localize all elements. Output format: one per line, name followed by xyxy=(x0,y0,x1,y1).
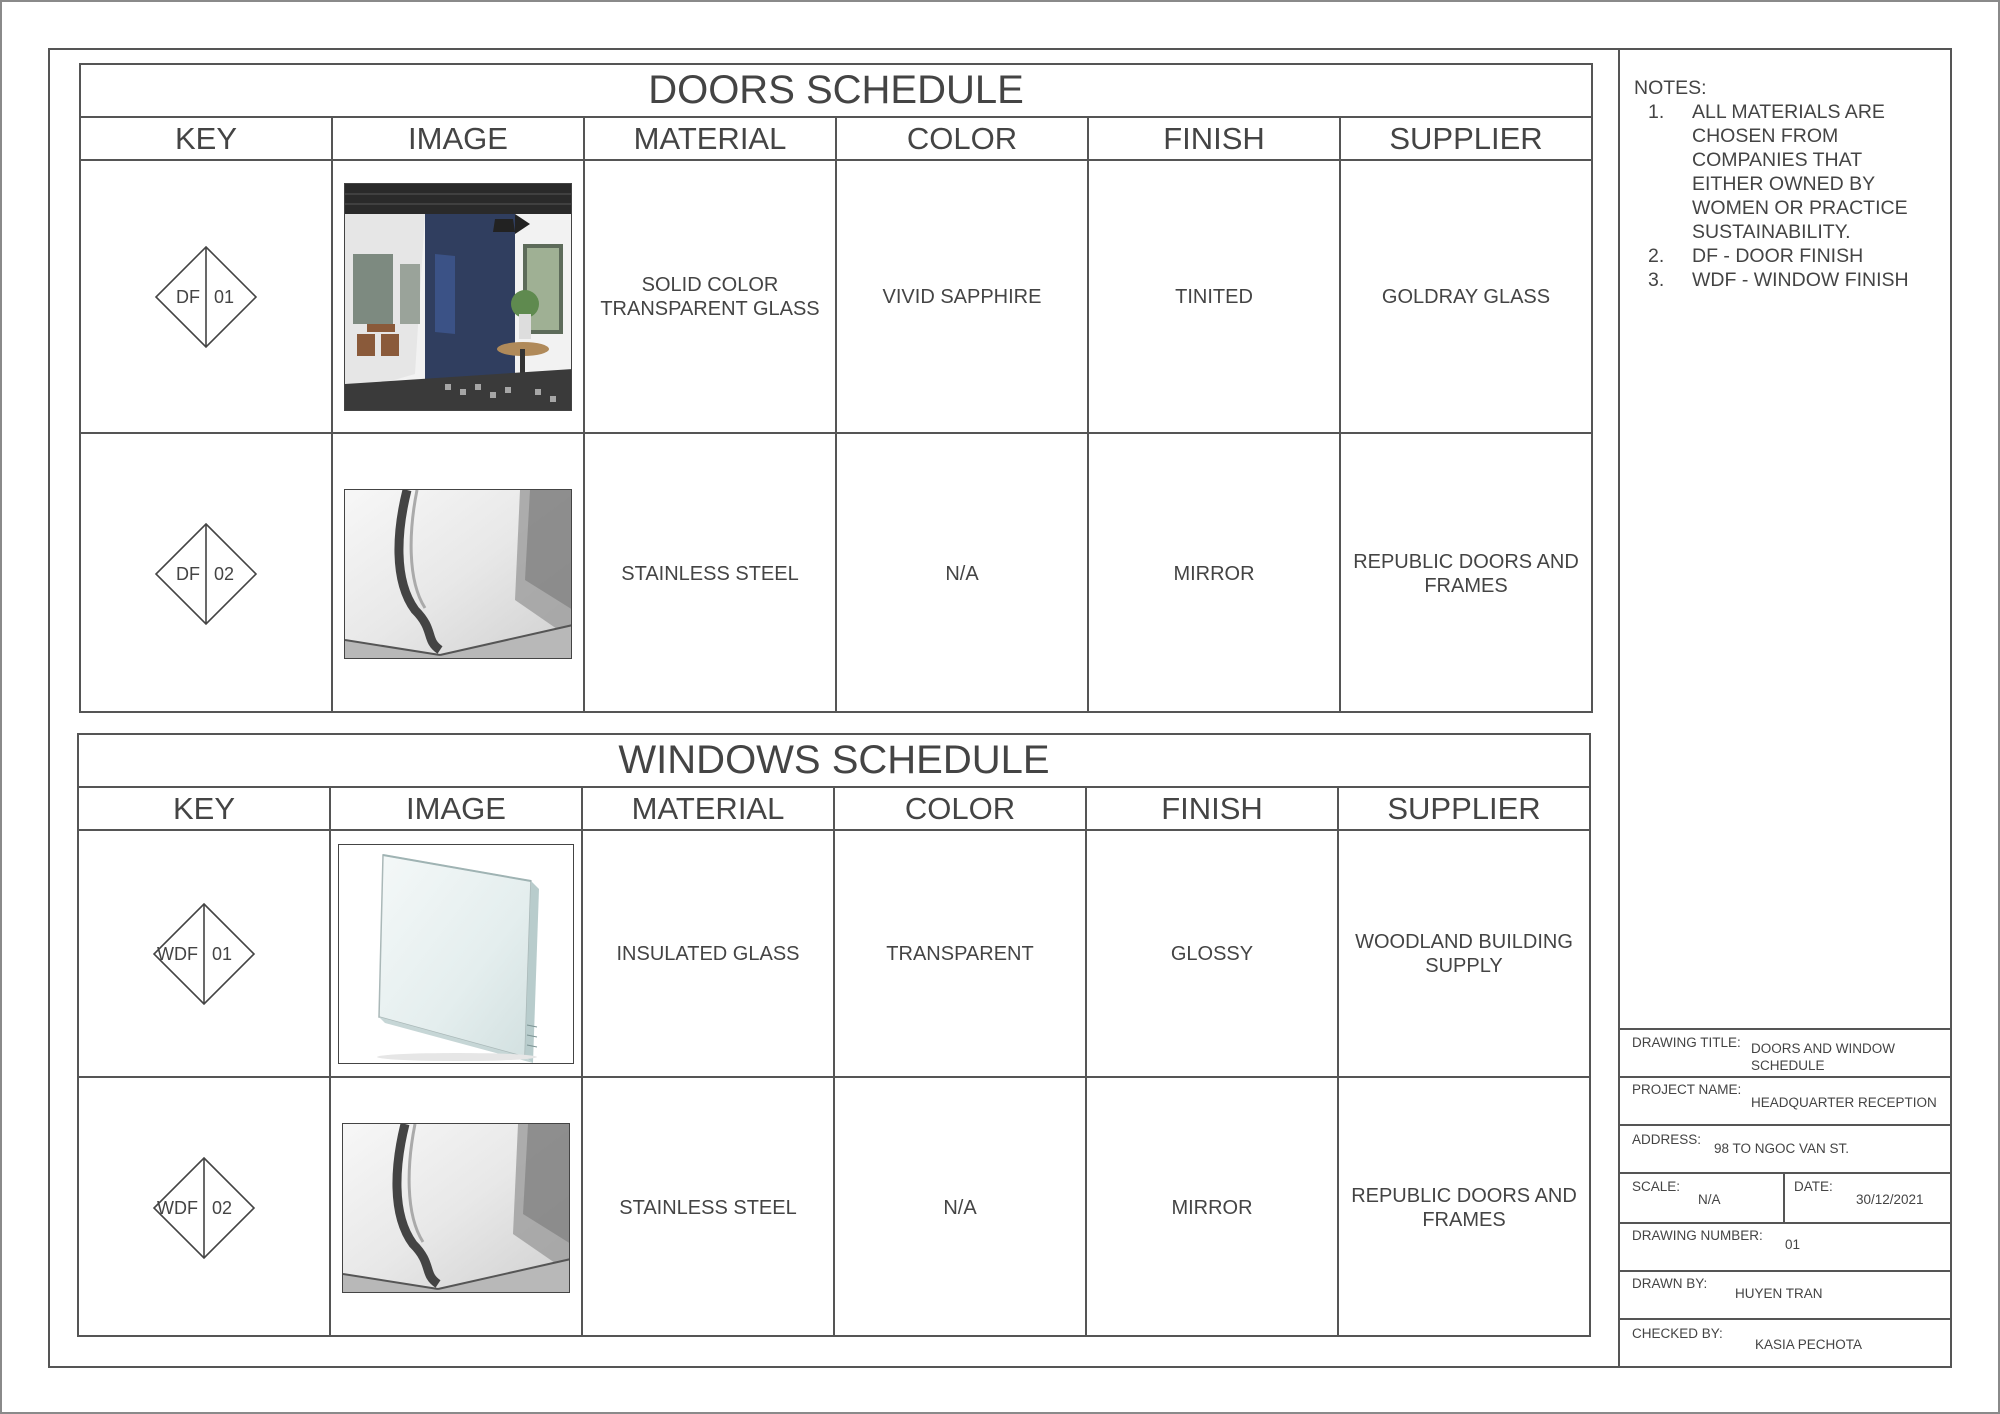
title-block-project-name xyxy=(1620,1076,1952,1124)
image-cell xyxy=(329,1078,581,1337)
key-tag-diamond xyxy=(154,245,258,349)
project-name-value: HEADQUARTER RECEPTION xyxy=(1751,1095,1937,1110)
title-block-drawing-title xyxy=(1620,1028,1952,1076)
header-material: MATERIAL xyxy=(581,788,833,829)
key-cell xyxy=(81,161,331,432)
header-image: IMAGE xyxy=(329,788,581,829)
windows-schedule-header-row xyxy=(79,788,1589,831)
finish-cell: TINITED xyxy=(1087,161,1339,432)
image-cell xyxy=(331,434,583,713)
image-cell xyxy=(329,831,581,1076)
header-color: COLOR xyxy=(833,788,1085,829)
key-cell xyxy=(79,831,329,1076)
notes-title: NOTES: xyxy=(1634,77,1707,99)
doors-schedule-table xyxy=(79,63,1593,713)
drawing-number-value: 01 xyxy=(1785,1237,1801,1252)
table-row xyxy=(79,831,1589,1076)
header-finish: FINISH xyxy=(1085,788,1337,829)
note-text: DF - DOOR FINISH xyxy=(1692,245,1864,267)
key-cell xyxy=(79,1078,329,1337)
supplier-cell: GOLDRAY GLASS xyxy=(1339,161,1591,432)
note-item xyxy=(1634,100,1934,244)
material-cell: SOLID COLOR TRANSPARENT GLASS xyxy=(583,161,835,432)
drawing-number-label: DRAWING NUMBER: xyxy=(1632,1228,1763,1243)
stainless-steel-swatch xyxy=(344,489,572,659)
title-block-checked-by xyxy=(1620,1318,1952,1368)
notes-panel xyxy=(1634,76,1934,292)
insulated-glass-pane xyxy=(338,844,574,1064)
key-prefix: DF xyxy=(176,286,200,307)
title-block-drawing-number xyxy=(1620,1222,1952,1270)
title-block-address xyxy=(1620,1124,1952,1172)
table-row xyxy=(79,1076,1589,1337)
key-tag-diamond xyxy=(154,522,258,626)
key-number: 02 xyxy=(212,1197,233,1218)
table-row xyxy=(81,432,1591,713)
supplier-cell: REPUBLIC DOORS AND FRAMES xyxy=(1337,1078,1589,1337)
key-number: 01 xyxy=(214,286,235,307)
note-number: 3. xyxy=(1648,269,1665,291)
material-cell: STAINLESS STEEL xyxy=(581,1078,833,1337)
key-prefix: WDF xyxy=(157,943,198,964)
drawing-title-line2: SCHEDULE xyxy=(1751,1058,1825,1073)
key-number: 01 xyxy=(212,943,233,964)
note-item xyxy=(1634,268,1934,292)
header-material: MATERIAL xyxy=(583,118,835,159)
supplier-cell: WOODLAND BUILDING SUPPLY xyxy=(1337,831,1589,1076)
finish-cell: GLOSSY xyxy=(1085,831,1337,1076)
title-block-drawn-by xyxy=(1620,1270,1952,1318)
color-cell: N/A xyxy=(833,1078,1085,1337)
image-cell xyxy=(331,161,583,432)
checked-by-label: CHECKED BY: xyxy=(1632,1326,1723,1341)
date-value: 30/12/2021 xyxy=(1856,1192,1924,1207)
color-cell: VIVID SAPPHIRE xyxy=(835,161,1087,432)
key-prefix: DF xyxy=(176,563,200,584)
address-value: 98 TO NGOC VAN ST. xyxy=(1714,1141,1850,1156)
finish-cell: MIRROR xyxy=(1085,1078,1337,1337)
date-label: DATE: xyxy=(1794,1179,1833,1194)
material-cell: STAINLESS STEEL xyxy=(583,434,835,713)
table-row xyxy=(81,161,1591,432)
key-cell xyxy=(81,434,331,713)
material-cell: INSULATED GLASS xyxy=(581,831,833,1076)
blue-glass-office-photo xyxy=(344,183,572,411)
note-item xyxy=(1634,244,1934,268)
color-cell: TRANSPARENT xyxy=(833,831,1085,1076)
drawing-title-label: DRAWING TITLE: xyxy=(1632,1035,1741,1050)
header-color: COLOR xyxy=(835,118,1087,159)
doors-schedule-title: DOORS SCHEDULE xyxy=(81,65,1591,118)
stainless-steel-swatch xyxy=(342,1123,570,1293)
note-text: ALL MATERIALS ARE CHOSEN FROM COMPANIES THAT EITHER OWNED BY WOMEN OR PRACTICE SUSTAINABILITY. xyxy=(1692,101,1908,243)
key-tag-diamond xyxy=(152,1156,256,1260)
project-name-label: PROJECT NAME: xyxy=(1632,1082,1742,1097)
supplier-cell: REPUBLIC DOORS AND FRAMES xyxy=(1339,434,1591,713)
windows-schedule-title: WINDOWS SCHEDULE xyxy=(79,735,1589,788)
finish-cell: MIRROR xyxy=(1087,434,1339,713)
key-prefix: WDF xyxy=(157,1197,198,1218)
scale-date-divider xyxy=(1783,1174,1785,1224)
drawing-title-line1: DOORS AND WINDOW xyxy=(1751,1041,1895,1056)
windows-schedule-table xyxy=(77,733,1591,1337)
scale-label: SCALE: xyxy=(1632,1179,1681,1194)
header-image: IMAGE xyxy=(331,118,583,159)
doors-schedule-header-row xyxy=(81,118,1591,161)
checked-by-value: KASIA PECHOTA xyxy=(1755,1337,1863,1352)
title-block-scale-date xyxy=(1620,1172,1952,1222)
header-finish: FINISH xyxy=(1087,118,1339,159)
note-text: WDF - WINDOW FINISH xyxy=(1692,269,1909,291)
key-number: 02 xyxy=(214,563,235,584)
scale-value: N/A xyxy=(1698,1192,1721,1207)
color-cell: N/A xyxy=(835,434,1087,713)
header-supplier: SUPPLIER xyxy=(1337,788,1589,829)
key-tag-diamond xyxy=(152,902,256,1006)
header-key: KEY xyxy=(172,790,236,826)
drawn-by-label: DRAWN BY: xyxy=(1632,1276,1708,1291)
header-key: KEY xyxy=(174,120,238,156)
drawn-by-value: HUYEN TRAN xyxy=(1735,1286,1823,1301)
address-label: ADDRESS: xyxy=(1632,1132,1702,1147)
header-supplier: SUPPLIER xyxy=(1339,118,1591,159)
note-number: 2. xyxy=(1648,245,1665,267)
note-number: 1. xyxy=(1648,101,1665,123)
